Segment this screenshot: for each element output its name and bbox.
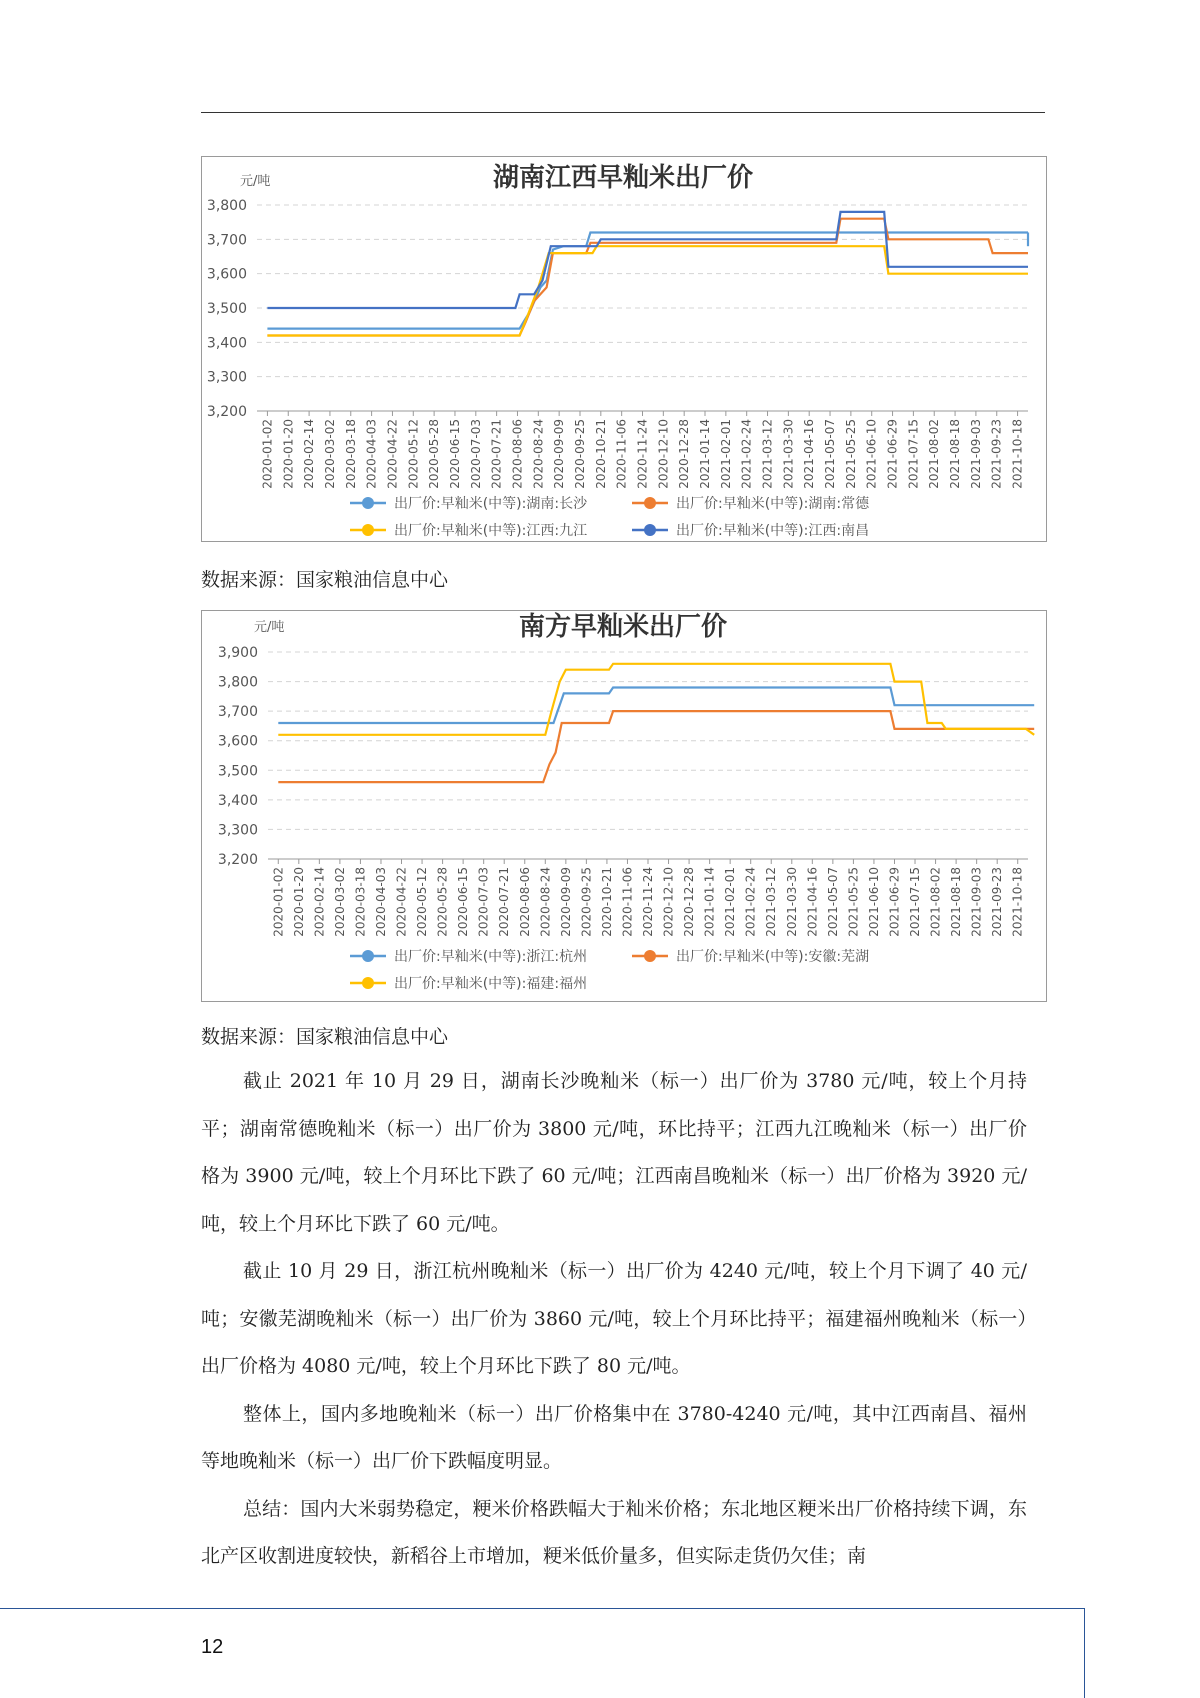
x-tick-label: 2020-05-12 <box>406 419 421 489</box>
x-tick-label: 2021-07-15 <box>908 867 923 937</box>
legend-marker <box>362 950 374 962</box>
footer-side-rule <box>1084 1608 1085 1698</box>
x-tick-label: 2021-09-03 <box>968 419 983 489</box>
x-tick-label: 2020-01-02 <box>260 419 275 489</box>
legend-marker <box>644 497 656 509</box>
series-line <box>278 688 1034 724</box>
x-tick-label: 2020-09-25 <box>579 867 594 937</box>
x-tick-label: 2020-09-25 <box>572 419 587 489</box>
x-tick-label: 2020-06-15 <box>447 419 462 489</box>
x-tick-label: 2020-12-10 <box>661 867 676 937</box>
x-tick-label: 2020-01-20 <box>281 419 296 489</box>
y-axis-unit: 元/吨 <box>254 620 285 635</box>
x-tick-label: 2020-03-18 <box>343 419 358 489</box>
legend-label: 出厂价:早籼米(中等):浙江:杭州 <box>394 949 588 965</box>
x-tick-label: 2020-05-28 <box>435 867 450 937</box>
x-tick-label: 2020-11-24 <box>635 419 650 489</box>
page-number: 12 <box>201 1636 224 1658</box>
x-tick-label: 2020-09-09 <box>558 867 573 937</box>
x-tick-label: 2020-12-28 <box>677 419 692 489</box>
x-tick-label: 2020-11-06 <box>620 867 635 937</box>
x-tick-label: 2020-07-03 <box>468 419 483 489</box>
x-tick-label: 2020-06-15 <box>456 867 471 937</box>
x-tick-label: 2021-02-24 <box>739 419 754 489</box>
y-tick-label: 3,400 <box>206 335 247 352</box>
series-line <box>267 212 1028 308</box>
x-tick-label: 2021-03-30 <box>784 867 799 937</box>
series-line <box>267 219 1028 336</box>
paragraph: 截止 2021 年 10 月 29 日，湖南长沙晚籼米（标一）出厂价为 3780 元/吨，较上个月持平；湖南常德晚籼米（标一）出厂价为 3800 元/吨，环比持平；江西九江晚籼米（标一）出厂价格为 3900 元/吨，较上个月环比下跌了 60 元/吨；江西南昌晚籼米（标一）出厂价格为 3920 元/吨，较上个月环比下跌了 60 元/吨。 <box>201 1070 1027 1235</box>
x-tick-label: 2021-07-15 <box>906 419 921 489</box>
y-tick-label: 3,300 <box>206 369 247 386</box>
x-tick-label: 2020-09-09 <box>552 419 567 489</box>
x-tick-label: 2021-09-23 <box>990 867 1005 937</box>
x-tick-label: 2020-02-14 <box>312 867 327 937</box>
series-line <box>278 664 1034 735</box>
x-tick-label: 2021-05-07 <box>825 867 840 937</box>
x-tick-label: 2021-08-18 <box>949 867 964 937</box>
legend-marker <box>362 977 374 989</box>
legend-label: 出厂价:早籼米(中等):江西:九江 <box>394 523 588 539</box>
paragraph: 截止 10 月 29 日，浙江杭州晚籼米（标一）出厂价为 4240 元/吨，较上个月下调了 40 元/吨；安徽芜湖晚籼米（标一）出厂价为 3860 元/吨，较上个月环比持平；福建福州晚籼米（标一）出厂价格为 4080 元/吨，较上个月环比下跌了 80 元/吨。 <box>201 1260 1027 1377</box>
x-tick-label: 2020-05-12 <box>415 867 430 937</box>
legend-marker <box>362 524 374 536</box>
paragraph: 总结：国内大米弱势稳定，粳米价格跌幅大于籼米价格；东北地区粳米出厂价格持续下调，东北产区收割进度较快，新稻谷上市增加，粳米低价量多，但实际走货仍欠佳；南 <box>201 1497 1027 1567</box>
y-axis-unit: 元/吨 <box>240 174 271 189</box>
chart-title: 湖南江西早籼米出厂价 <box>492 163 754 193</box>
x-tick-label: 2021-06-10 <box>866 867 881 937</box>
legend-marker <box>644 950 656 962</box>
x-tick-label: 2020-10-21 <box>593 419 608 489</box>
x-tick-label: 2020-07-21 <box>489 419 504 489</box>
y-tick-label: 3,800 <box>206 198 247 214</box>
x-tick-label: 2021-06-29 <box>887 867 902 937</box>
y-tick-label: 3,500 <box>206 301 247 317</box>
x-tick-label: 2020-04-22 <box>394 867 409 937</box>
x-tick-label: 2020-04-03 <box>373 867 388 937</box>
x-tick-label: 2021-05-25 <box>843 419 858 489</box>
chart-south <box>201 610 1047 1002</box>
x-tick-label: 2020-12-10 <box>656 419 671 489</box>
series-line <box>267 246 1028 335</box>
x-tick-label: 2020-01-20 <box>291 867 306 937</box>
x-tick-label: 2021-03-12 <box>764 867 779 937</box>
y-tick-label: 3,500 <box>217 763 258 780</box>
x-tick-label: 2021-09-03 <box>969 867 984 937</box>
x-tick-label: 2021-10-18 <box>1010 867 1025 937</box>
legend-label: 出厂价:早籼米(中等):湖南:常德 <box>676 496 870 512</box>
x-tick-label: 2020-11-06 <box>614 419 629 489</box>
x-tick-label: 2021-01-14 <box>698 419 713 489</box>
x-tick-label: 2020-02-14 <box>302 419 317 489</box>
x-tick-label: 2020-01-02 <box>271 867 286 937</box>
legend-marker <box>644 524 656 536</box>
header-rule <box>201 112 1045 113</box>
x-tick-label: 2021-08-18 <box>948 419 963 489</box>
chart-hunan-jiangxi <box>201 156 1047 542</box>
x-tick-label: 2021-04-16 <box>802 419 817 489</box>
paragraph: 整体上，国内多地晚籼米（标一）出厂价格集中在 3780-4240 元/吨，其中江西南昌、福州等地晚籼米（标一）出厂价下跌幅度明显。 <box>201 1402 1027 1472</box>
x-tick-label: 2021-06-29 <box>885 419 900 489</box>
legend-marker <box>362 497 374 509</box>
legend-label: 出厂价:早籼米(中等):湖南:长沙 <box>394 496 588 512</box>
chart-hunan-jiangxi-svg <box>202 157 1046 541</box>
footer-rule <box>0 1608 1084 1609</box>
chart-source-caption: 数据来源：国家粮油信息中心 <box>201 569 449 591</box>
y-tick-label: 3,700 <box>217 704 258 721</box>
y-tick-label: 3,700 <box>206 232 247 249</box>
chart-south-svg <box>202 611 1046 1001</box>
x-tick-label: 2020-04-03 <box>364 419 379 489</box>
x-tick-label: 2020-03-18 <box>353 867 368 937</box>
x-tick-label: 2021-08-02 <box>928 867 943 937</box>
y-tick-label: 3,400 <box>217 792 258 809</box>
series-line <box>278 711 1034 782</box>
x-tick-label: 2020-03-02 <box>332 867 347 937</box>
x-tick-label: 2021-04-16 <box>805 867 820 937</box>
x-tick-label: 2020-05-28 <box>427 419 442 489</box>
x-tick-label: 2020-03-02 <box>322 419 337 489</box>
x-tick-label: 2021-06-10 <box>864 419 879 489</box>
x-tick-label: 2021-02-01 <box>723 867 738 937</box>
x-tick-label: 2020-08-24 <box>538 867 553 937</box>
x-tick-label: 2020-04-22 <box>385 419 400 489</box>
chart-title: 南方早籼米出厂价 <box>518 612 728 642</box>
x-tick-label: 2020-12-28 <box>682 867 697 937</box>
x-tick-label: 2021-08-02 <box>927 419 942 489</box>
legend-label: 出厂价:早籼米(中等):福建:福州 <box>394 976 588 992</box>
y-tick-label: 3,300 <box>217 822 258 839</box>
x-tick-label: 2021-09-23 <box>989 419 1004 489</box>
y-tick-label: 3,200 <box>217 852 258 868</box>
x-tick-label: 2020-07-21 <box>497 867 512 937</box>
x-tick-label: 2021-01-14 <box>702 867 717 937</box>
x-tick-label: 2020-08-24 <box>531 419 546 489</box>
x-tick-label: 2020-08-06 <box>517 867 532 937</box>
x-tick-label: 2020-10-21 <box>599 867 614 937</box>
y-tick-label: 3,200 <box>206 404 247 420</box>
x-tick-label: 2021-02-01 <box>718 419 733 489</box>
legend-label: 出厂价:早籼米(中等):安徽:芜湖 <box>676 949 870 965</box>
x-tick-label: 2021-02-24 <box>743 867 758 937</box>
y-tick-label: 3,900 <box>217 645 258 661</box>
body-text <box>201 1058 1027 1581</box>
chart-source-caption: 数据来源：国家粮油信息中心 <box>201 1026 449 1048</box>
x-tick-label: 2021-10-18 <box>1010 419 1025 489</box>
x-tick-label: 2020-08-06 <box>510 419 525 489</box>
x-tick-label: 2020-11-24 <box>641 867 655 937</box>
x-tick-label: 2021-05-25 <box>846 867 861 937</box>
legend-label: 出厂价:早籼米(中等):江西:南昌 <box>676 523 870 539</box>
y-tick-label: 3,800 <box>217 674 258 691</box>
x-tick-label: 2021-03-30 <box>781 419 796 489</box>
x-tick-label: 2020-07-03 <box>476 867 491 937</box>
y-tick-label: 3,600 <box>206 266 247 283</box>
y-tick-label: 3,600 <box>217 733 258 750</box>
x-tick-label: 2021-05-07 <box>823 419 838 489</box>
x-tick-label: 2021-03-12 <box>760 419 775 489</box>
